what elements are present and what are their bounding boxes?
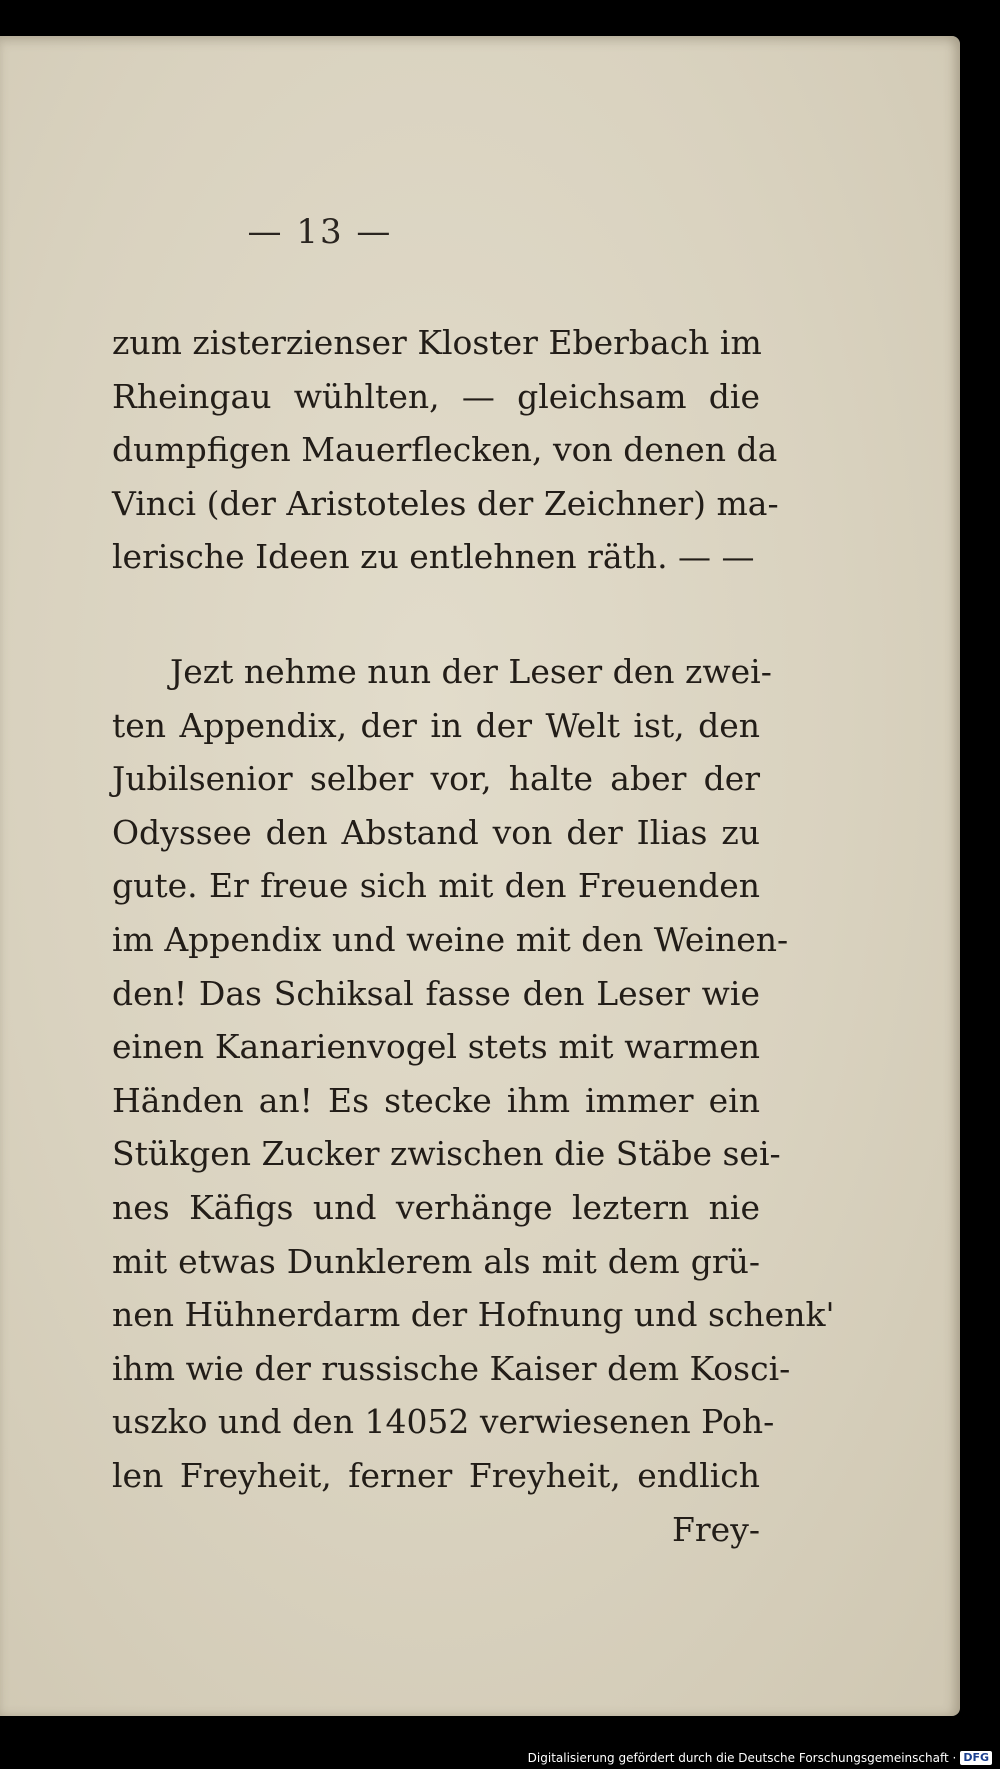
text-line: lerische Ideen zu entlehnen räth. — —	[112, 537, 755, 577]
page-number: — 13 —	[247, 212, 393, 252]
text-line: nes Käfigs und verhänge leztern nie	[112, 1187, 760, 1227]
text-line: len Freyheit, ferner Freyheit, endlich	[112, 1455, 760, 1495]
catchword: Frey-	[672, 1509, 760, 1549]
text-line: ten Appendix, der in der Welt ist, den	[112, 705, 760, 745]
digitization-credit	[528, 1751, 992, 1765]
text-line: gute. Er freue sich mit den Freuenden	[112, 866, 760, 906]
paragraph-2	[112, 645, 835, 1556]
text-line: Odyssee den Abstand von der Ilias zu	[112, 812, 760, 852]
book-page	[0, 36, 960, 1716]
paragraph-1	[112, 316, 779, 584]
text-line: dumpfigen Mauerflecken, von denen da	[112, 430, 778, 470]
credit-text: Digitalisierung gefördert durch die Deutsche Forschungsgemeinschaft ·	[527, 1751, 957, 1765]
text-line: nen Hühnerdarm der Hofnung und schenk'	[112, 1295, 835, 1335]
text-line: Vinci (der Aristoteles der Zeichner) ma-	[112, 483, 779, 523]
text-line: Rheingau wühlten, — gleichsam die	[112, 376, 760, 416]
text-line: ihm wie der russische Kaiser dem Kosci-	[112, 1348, 791, 1388]
text-line: den! Das Schiksal fasse den Leser wie	[112, 973, 760, 1013]
text-line: im Appendix und weine mit den Weinen-	[112, 919, 789, 959]
text-line: uszko und den 14052 verwiesenen Poh-	[112, 1402, 775, 1442]
text-line: mit etwas Dunklerem als mit dem grü-	[112, 1241, 760, 1281]
text-line: Stükgen Zucker zwischen die Stäbe sei-	[112, 1134, 781, 1174]
text-line: einen Kanarienvogel stets mit warmen	[112, 1027, 760, 1067]
text-line: Händen an! Es stecke ihm immer ein	[112, 1080, 760, 1120]
text-line: Jubilsenior selber vor, halte aber der	[112, 759, 760, 799]
text-line: Jezt nehme nun der Leser den zwei-	[170, 652, 772, 691]
text-line: zum zisterzienser Kloster Eberbach im	[112, 323, 762, 362]
dfg-logo-icon: DFG	[960, 1751, 992, 1765]
